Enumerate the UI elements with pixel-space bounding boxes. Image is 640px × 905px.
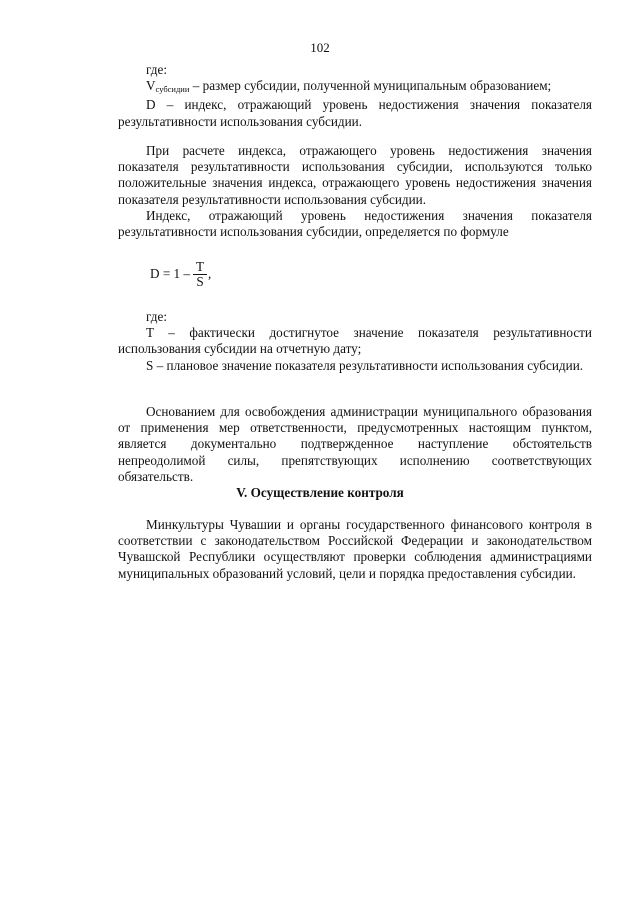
formula-lhs: D = 1 – bbox=[150, 266, 191, 281]
v-symbol: V bbox=[146, 78, 156, 94]
where-label-1: где: bbox=[146, 62, 167, 77]
t-definition: T – фактически достигнутое значение показателя результативности использования субсидии на отчетную дату; bbox=[118, 325, 592, 357]
paragraph-positive-values-text: При расчете индекса, отражающего уровень недостижения значения показателя результативности использования субсидии, используются только положительные значения индекса, отражающего уровень недостижения значения показателя результативности использования субсидии. bbox=[118, 143, 592, 207]
formula-fraction bbox=[193, 260, 207, 289]
section-heading: V. Осуществление контроля bbox=[236, 485, 404, 500]
v-definition bbox=[118, 78, 592, 97]
paragraph-control-text: Минкультуры Чувашии и органы государственного финансового контроля в соответствии с законодательством Российской Федерации и законодательством Чувашской Республики осуществляют проверки соблюдения администрациями муниципальных образований условий, цели и порядка предоставления субсидии. bbox=[118, 517, 592, 581]
paragraph-positive-values bbox=[118, 143, 592, 240]
formula-trail: , bbox=[208, 266, 212, 281]
paragraph-formula-intro: Индекс, отражающий уровень недостижения значения показателя результативности использования субсидии, определяется по формуле bbox=[118, 207, 592, 240]
v-subscript: субсидии bbox=[155, 84, 190, 95]
paragraph-force-majeure bbox=[118, 404, 592, 485]
page-number: 102 bbox=[310, 40, 330, 55]
paragraph-force-majeure-text: Основанием для освобождения администрации муниципального образования от применения мер ответственности, предусмотренных настоящим пунктом, является документально подтвержденное наступление обстоятельств непреодолимой силы, препятствующих исполнению соответствующих обязательств. bbox=[118, 404, 592, 484]
index-formula bbox=[150, 258, 211, 290]
formula-denominator: S bbox=[196, 273, 204, 289]
definitions-block-2 bbox=[118, 309, 592, 374]
s-definition: S – плановое значение показателя результативности использования субсидии. bbox=[146, 357, 584, 373]
v-definition-text: – размер субсидии, полученной муниципальным образованием; bbox=[189, 78, 552, 94]
definitions-block-1 bbox=[118, 62, 592, 130]
where-label-2: где: bbox=[146, 309, 167, 324]
d-definition: D – индекс, отражающий уровень недостижения значения показателя результативности использования субсидии. bbox=[118, 97, 592, 129]
formula-numerator: T bbox=[196, 258, 205, 274]
paragraph-control bbox=[118, 517, 592, 582]
